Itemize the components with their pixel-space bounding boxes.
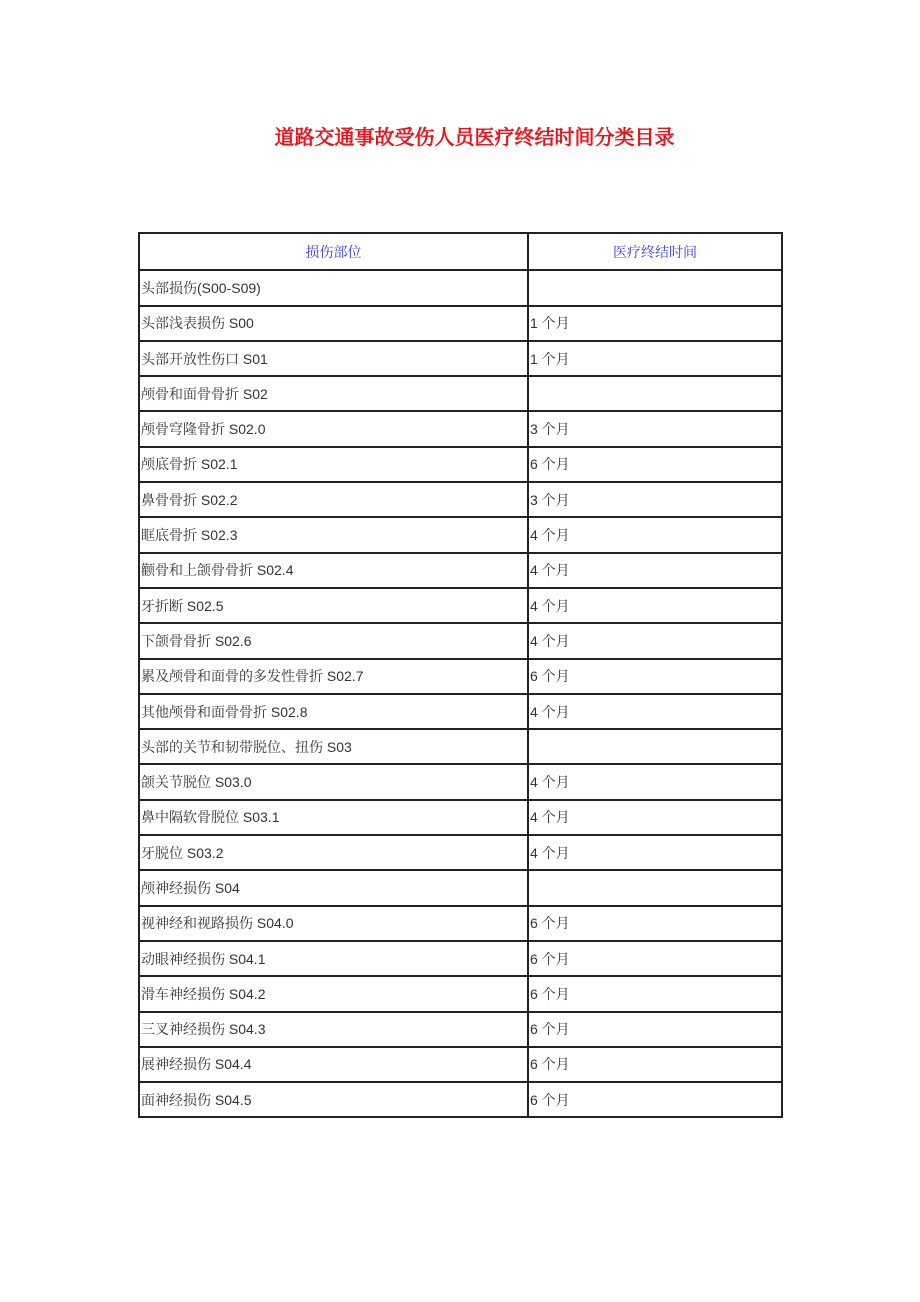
treatment-time-cell: 4 个月 [528,694,782,729]
treatment-time-cell: 4 个月 [528,553,782,588]
table-row [139,976,782,1011]
treatment-time-cell: 6 个月 [528,976,782,1011]
treatment-time-cell: 4 个月 [528,800,782,835]
injury-part-cell: 颧骨和上颌骨骨折 S02.4 [139,553,528,588]
injury-part-cell: 眶底骨折 S02.3 [139,517,528,552]
treatment-time-cell [528,729,782,764]
injury-part-cell: 颌关节脱位 S03.0 [139,764,528,799]
treatment-time-cell: 1 个月 [528,306,782,341]
table-row [139,376,782,411]
injury-part-cell: 头部的关节和韧带脱位、扭伤 S03 [139,729,528,764]
injury-part-cell: 颅底骨折 S02.1 [139,447,528,482]
treatment-time-cell [528,376,782,411]
classification-table [138,232,783,1118]
injury-part-cell: 颅骨穹隆骨折 S02.0 [139,411,528,446]
table-row [139,906,782,941]
table-row [139,1082,782,1117]
treatment-time-cell: 3 个月 [528,482,782,517]
document-title: 道路交通事故受伤人员医疗终结时间分类目录 [274,127,675,149]
injury-part-cell: 颅骨和面骨骨折 S02 [139,376,528,411]
treatment-time-cell: 6 个月 [528,447,782,482]
injury-part-cell: 视神经和视路损伤 S04.0 [139,906,528,941]
table-row [139,517,782,552]
injury-part-cell: 动眼神经损伤 S04.1 [139,941,528,976]
table-row [139,588,782,623]
table-row [139,623,782,658]
treatment-time-cell: 3 个月 [528,411,782,446]
injury-part-cell: 滑车神经损伤 S04.2 [139,976,528,1011]
table-row [139,694,782,729]
treatment-time-cell: 4 个月 [528,623,782,658]
table-row [139,800,782,835]
injury-part-cell: 头部开放性伤口 S01 [139,341,528,376]
injury-part-cell: 牙脱位 S03.2 [139,835,528,870]
injury-part-cell: 三叉神经损伤 S04.3 [139,1012,528,1047]
header-treatment-time: 医疗终结时间 [528,233,782,270]
table-row [139,482,782,517]
table-row [139,659,782,694]
table-row [139,411,782,446]
table-row [139,941,782,976]
treatment-time-cell: 6 个月 [528,1047,782,1082]
injury-part-cell: 其他颅骨和面骨骨折 S02.8 [139,694,528,729]
treatment-time-cell: 1 个月 [528,341,782,376]
treatment-time-cell [528,870,782,905]
treatment-time-cell: 6 个月 [528,659,782,694]
table-row [139,764,782,799]
treatment-time-cell: 4 个月 [528,835,782,870]
table-row [139,835,782,870]
table-header-row [139,233,782,270]
injury-part-cell: 头部浅表损伤 S00 [139,306,528,341]
injury-part-cell: 累及颅骨和面骨的多发性骨折 S02.7 [139,659,528,694]
treatment-time-cell: 6 个月 [528,906,782,941]
injury-part-cell: 展神经损伤 S04.4 [139,1047,528,1082]
treatment-time-cell: 4 个月 [528,517,782,552]
treatment-time-cell: 6 个月 [528,1082,782,1117]
treatment-time-cell: 6 个月 [528,941,782,976]
table-row [139,1047,782,1082]
table-row [139,306,782,341]
table-row [139,729,782,764]
injury-part-cell: 颅神经损伤 S04 [139,870,528,905]
injury-part-cell: 鼻骨骨折 S02.2 [139,482,528,517]
treatment-time-cell [528,270,782,305]
table-row [139,341,782,376]
treatment-time-cell: 6 个月 [528,1012,782,1047]
table-row [139,270,782,305]
table-row [139,1012,782,1047]
injury-part-cell: 头部损伤(S00-S09) [139,270,528,305]
injury-part-cell: 牙折断 S02.5 [139,588,528,623]
table-row [139,553,782,588]
header-injury-part: 损伤部位 [139,233,528,270]
table-row [139,447,782,482]
treatment-time-cell: 4 个月 [528,764,782,799]
treatment-time-cell: 4 个月 [528,588,782,623]
injury-part-cell: 鼻中隔软骨脱位 S03.1 [139,800,528,835]
table-row [139,870,782,905]
injury-part-cell: 面神经损伤 S04.5 [139,1082,528,1117]
injury-part-cell: 下颌骨骨折 S02.6 [139,623,528,658]
